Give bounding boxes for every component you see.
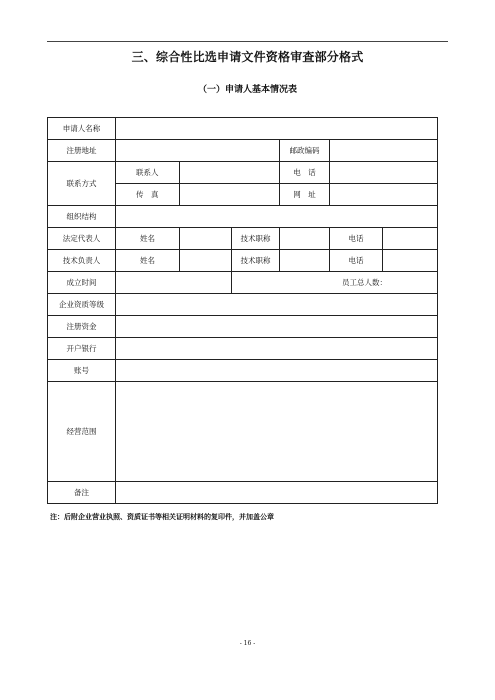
capital-value (116, 316, 438, 338)
page-number: - 16 - (239, 640, 256, 647)
legal-rep-tel-label: 电话 (330, 228, 383, 250)
applicant-info-table (47, 117, 438, 504)
table-row (48, 206, 438, 228)
qualification-label: 企业资质等级 (48, 294, 116, 316)
table-row (48, 316, 438, 338)
tech-lead-name-value (180, 250, 232, 272)
table-row (48, 382, 438, 482)
table-row (48, 140, 438, 162)
applicant-name-label: 申请人名称 (48, 118, 116, 140)
fax-label: 传 真 (116, 184, 180, 206)
address-label: 注册地址 (48, 140, 116, 162)
phone-value (330, 162, 438, 184)
legal-rep-title-label: 技术职称 (232, 228, 280, 250)
remarks-value (116, 482, 438, 504)
org-structure-label: 组织结构 (48, 206, 116, 228)
tech-lead-title-label: 技术职称 (232, 250, 280, 272)
table-row (48, 338, 438, 360)
table-row (48, 162, 438, 184)
bank-value (116, 338, 438, 360)
phone-label: 电 话 (280, 162, 330, 184)
tech-lead-label: 技术负责人 (48, 250, 116, 272)
table-row (48, 228, 438, 250)
table-row (48, 360, 438, 382)
address-value (116, 140, 280, 162)
table-title: （一）申请人基本情况表 (197, 85, 297, 95)
contact-label: 联系方式 (48, 162, 116, 206)
website-label: 网 址 (280, 184, 330, 206)
founded-value (116, 272, 232, 294)
legal-rep-name-label: 姓名 (116, 228, 180, 250)
table-row (48, 294, 438, 316)
postcode-value (330, 140, 438, 162)
section-title: 三、综合性比选申请文件资格审查部分格式 (131, 50, 364, 64)
table-row (48, 250, 438, 272)
website-value (330, 184, 438, 206)
account-label: 账号 (48, 360, 116, 382)
legal-rep-tel-value (383, 228, 438, 250)
contact-person-label: 联系人 (116, 162, 180, 184)
tech-lead-title-value (280, 250, 330, 272)
org-structure-value (116, 206, 438, 228)
account-value (116, 360, 438, 382)
legal-rep-name-value (180, 228, 232, 250)
business-scope-label: 经营范围 (48, 382, 116, 482)
table-row (48, 482, 438, 504)
staff-total-label: 员工总人数： (232, 272, 438, 294)
legal-rep-label: 法定代表人 (48, 228, 116, 250)
founded-label: 成立时间 (48, 272, 116, 294)
tech-lead-tel-label: 电话 (330, 250, 383, 272)
remarks-label: 备注 (48, 482, 116, 504)
applicant-name-value (116, 118, 438, 140)
legal-rep-title-value (280, 228, 330, 250)
postcode-label: 邮政编码 (280, 140, 330, 162)
table-row (48, 272, 438, 294)
qualification-value (116, 294, 438, 316)
bank-label: 开户银行 (48, 338, 116, 360)
tech-lead-tel-value (383, 250, 438, 272)
footnote: 注：后附企业营业执照、资质证书等相关证明材料的复印件，并加盖公章 (50, 513, 274, 521)
contact-person-value (180, 162, 280, 184)
fax-value (180, 184, 280, 206)
business-scope-value (116, 382, 438, 482)
tech-lead-name-label: 姓名 (116, 250, 180, 272)
header-rule (47, 41, 448, 42)
capital-label: 注册资金 (48, 316, 116, 338)
table-row (48, 118, 438, 140)
